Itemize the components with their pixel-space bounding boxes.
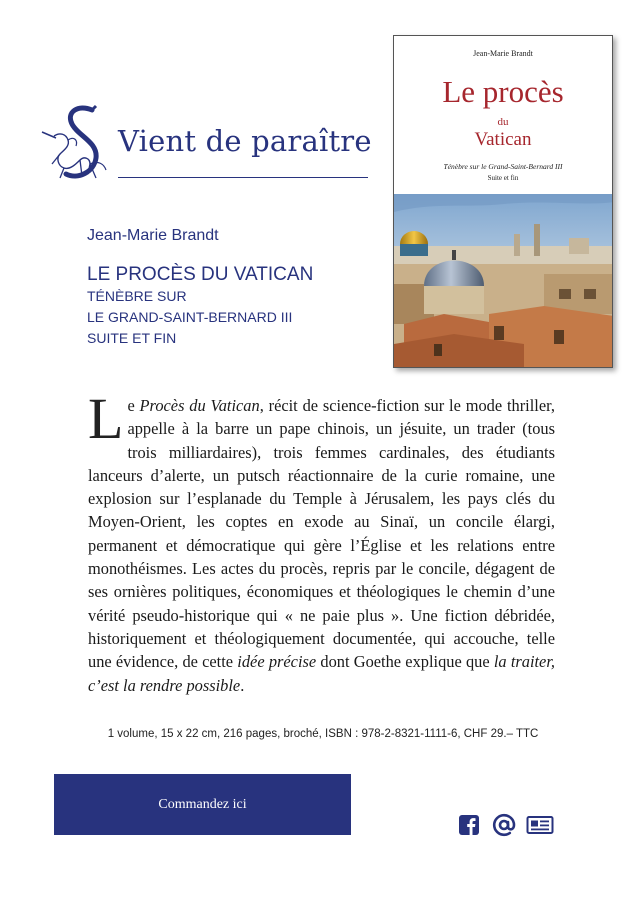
book-subtitle-line: LE GRAND-SAINT-BERNARD III [87, 309, 293, 325]
book-subtitle-line: TÉNÈBRE SUR [87, 288, 187, 304]
cover-suite: Suite et fin [487, 174, 519, 182]
cover-title-du: du [497, 116, 509, 128]
order-button[interactable]: Commandez ici [54, 774, 351, 835]
book-cover [393, 35, 613, 368]
email-at-icon[interactable] [492, 813, 516, 837]
social-icons [458, 813, 558, 837]
newsletter-icon[interactable] [526, 813, 554, 837]
description-text-italic: la traiter, c’est la rendre possible [88, 652, 555, 695]
cover-subtitle: Ténèbre sur le Grand-Saint-Bernard III [443, 162, 563, 171]
description-text: , récit de science-fiction sur le mode thriller, appelle à la barre un pape chinois, un jésuite, un trader (tous trois milliardaires), trois femmes cardinales, des étudiants lanceurs d’alerte, un putsch réactionnaire de la curie romaine, une explosion sur l’esplanade du Temple à Jérusalem, les pays clés du Moyen-Orient, les coptes en exode au Sinaï, un concile élargi, permanent et démocratique qui gère l’Église et les relations entre monothéismes. Les actes du procès, repris par le concile, dégagent de ses ornières politiques, économiques et théologiques le chemin d’une vérité pseudo-historique qui « ne paie plus ». Une fiction débridée, historiquement et théologiquement documentée, qui accouche, telle une évidence, de cette [88, 396, 555, 672]
description-text-italic: Procès du Vatican [139, 396, 260, 415]
header-title: Vient de paraître [118, 124, 372, 158]
book-description [88, 386, 555, 697]
cover-photo-jerusalem [394, 194, 613, 368]
book-subtitle-line: SUITE ET FIN [87, 330, 177, 346]
unicorn-s-monogram-icon [34, 100, 122, 188]
cover-title-vatican: Vatican [474, 129, 532, 150]
header-divider [118, 177, 368, 178]
book-info [87, 226, 387, 349]
cover-author: Jean-Marie Brandt [473, 49, 533, 58]
description-text: dont Goethe explique que [316, 652, 494, 672]
cover-title: Le procès [442, 74, 564, 109]
description-text: e [127, 396, 140, 415]
book-specs: 1 volume, 15 x 22 cm, 216 pages, broché, ISBN : 978-2-8321-1111-6, CHF 29.– TTC [107, 728, 539, 740]
description-text-italic: idée précise [237, 652, 317, 672]
dropcap: L [88, 386, 124, 451]
book-author: Jean-Marie Brandt [87, 227, 219, 244]
book-title: LE PROCÈS DU VATICAN [87, 264, 314, 285]
description-text: . [240, 675, 245, 695]
facebook-icon[interactable] [458, 813, 480, 837]
header [34, 100, 370, 190]
